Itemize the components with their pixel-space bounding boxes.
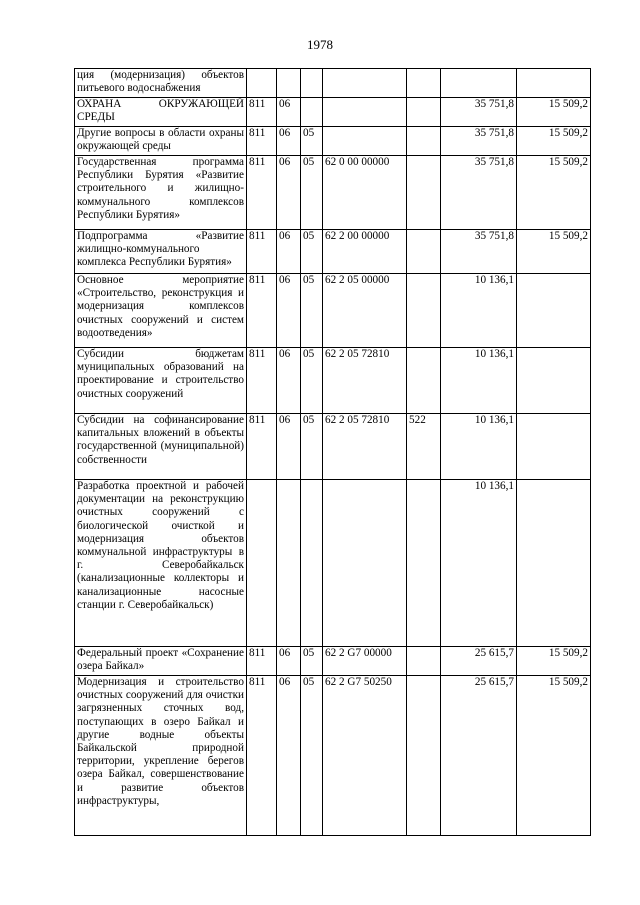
amount-second xyxy=(517,69,591,98)
amount-first: 25 615,7 xyxy=(441,647,517,676)
target-article-code: 62 2 G7 00000 xyxy=(323,647,407,676)
amount-second xyxy=(517,480,591,647)
row-name: Разработка проектной и рабочей документации на реконструкцию очистных сооружений с биологической очисткой и модернизация объектов коммунальной инфраструктуры в г. Северобайкальск (канализационные коллекторы и канализационные насосные станции г. Северобайкальск) xyxy=(75,480,247,647)
table-row xyxy=(75,676,591,836)
amount-first: 35 751,8 xyxy=(441,230,517,274)
table-row xyxy=(75,69,591,98)
expense-type-code xyxy=(407,647,441,676)
amount-second: 15 509,2 xyxy=(517,127,591,156)
ministry-code: 811 xyxy=(247,647,277,676)
subsection-code xyxy=(301,480,323,647)
subsection-code xyxy=(301,98,323,127)
target-article-code: 62 2 G7 50250 xyxy=(323,676,407,836)
ministry-code: 811 xyxy=(247,127,277,156)
target-article-code: 62 2 00 00000 xyxy=(323,230,407,274)
amount-first: 35 751,8 xyxy=(441,127,517,156)
target-article-code xyxy=(323,69,407,98)
section-code: 06 xyxy=(277,647,301,676)
table-row xyxy=(75,98,591,127)
row-name: Основное мероприятие «Строительство, реконструкция и модернизация комплексов очистных сооружений и систем водоотведения» xyxy=(75,274,247,348)
row-name: Субсидии бюджетам муниципальных образований на проектирование и строительство очистных сооружений xyxy=(75,348,247,414)
target-article-code: 62 2 05 72810 xyxy=(323,348,407,414)
amount-first: 10 136,1 xyxy=(441,414,517,480)
amount-second xyxy=(517,274,591,348)
ministry-code: 811 xyxy=(247,348,277,414)
row-name: ОХРАНА ОКРУЖАЮЩЕЙ СРЕДЫ xyxy=(75,98,247,127)
ministry-code xyxy=(247,69,277,98)
ministry-code: 811 xyxy=(247,156,277,230)
expense-type-code xyxy=(407,348,441,414)
target-article-code: 62 2 05 00000 xyxy=(323,274,407,348)
ministry-code: 811 xyxy=(247,274,277,348)
row-name: Подпрограмма «Развитие жилищно-коммунального комплекса Республики Бурятия» xyxy=(75,230,247,274)
amount-second xyxy=(517,348,591,414)
expense-type-code xyxy=(407,98,441,127)
target-article-code xyxy=(323,127,407,156)
row-name: Субсидии на софинансирование капитальных вложений в объекты государственной (муниципальной) собственности xyxy=(75,414,247,480)
table-row xyxy=(75,480,591,647)
page-number: 1978 xyxy=(307,37,333,52)
section-code: 06 xyxy=(277,274,301,348)
budget-table xyxy=(74,68,591,836)
ministry-code: 811 xyxy=(247,98,277,127)
target-article-code xyxy=(323,98,407,127)
subsection-code: 05 xyxy=(301,647,323,676)
row-name: Другие вопросы в области охраны окружающей среды xyxy=(75,127,247,156)
target-article-code: 62 0 00 00000 xyxy=(323,156,407,230)
table-row xyxy=(75,156,591,230)
subsection-code xyxy=(301,69,323,98)
amount-second xyxy=(517,414,591,480)
section-code: 06 xyxy=(277,156,301,230)
section-code: 06 xyxy=(277,127,301,156)
subsection-code: 05 xyxy=(301,414,323,480)
section-code xyxy=(277,480,301,647)
amount-first: 35 751,8 xyxy=(441,156,517,230)
amount-first: 10 136,1 xyxy=(441,480,517,647)
budget-table-body xyxy=(75,69,591,836)
expense-type-code xyxy=(407,230,441,274)
table-row xyxy=(75,414,591,480)
expense-type-code xyxy=(407,676,441,836)
amount-first: 25 615,7 xyxy=(441,676,517,836)
subsection-code: 05 xyxy=(301,274,323,348)
subsection-code: 05 xyxy=(301,230,323,274)
expense-type-code xyxy=(407,127,441,156)
table-row xyxy=(75,348,591,414)
expense-type-code xyxy=(407,480,441,647)
target-article-code: 62 2 05 72810 xyxy=(323,414,407,480)
subsection-code: 05 xyxy=(301,127,323,156)
section-code: 06 xyxy=(277,348,301,414)
expense-type-code xyxy=(407,274,441,348)
subsection-code: 05 xyxy=(301,676,323,836)
amount-first: 35 751,8 xyxy=(441,98,517,127)
amount-first xyxy=(441,69,517,98)
row-name: Федеральный проект «Сохранение озера Байкал» xyxy=(75,647,247,676)
section-code: 06 xyxy=(277,98,301,127)
subsection-code: 05 xyxy=(301,156,323,230)
section-code: 06 xyxy=(277,676,301,836)
target-article-code xyxy=(323,480,407,647)
table-row xyxy=(75,230,591,274)
table-row xyxy=(75,647,591,676)
amount-second: 15 509,2 xyxy=(517,98,591,127)
expense-type-code xyxy=(407,69,441,98)
section-code: 06 xyxy=(277,414,301,480)
amount-first: 10 136,1 xyxy=(441,348,517,414)
amount-second: 15 509,2 xyxy=(517,676,591,836)
amount-first: 10 136,1 xyxy=(441,274,517,348)
section-code xyxy=(277,69,301,98)
ministry-code: 811 xyxy=(247,230,277,274)
section-code: 06 xyxy=(277,230,301,274)
ministry-code: 811 xyxy=(247,414,277,480)
table-row xyxy=(75,127,591,156)
amount-second: 15 509,2 xyxy=(517,647,591,676)
expense-type-code: 522 xyxy=(407,414,441,480)
row-name: Государственная программа Республики Бурятия «Развитие строительного и жилищно-коммунального комплексов Республики Бурятия» xyxy=(75,156,247,230)
row-name: Модернизация и строительство очистных сооружений для очистки загрязненных сточных вод, поступающих в озеро Байкал и другие водные объекты Байкальской природной территории, укрепление берегов озера Байкал, совершенствование и развитие объектов инфраструктуры, xyxy=(75,676,247,836)
ministry-code xyxy=(247,480,277,647)
ministry-code: 811 xyxy=(247,676,277,836)
subsection-code: 05 xyxy=(301,348,323,414)
amount-second: 15 509,2 xyxy=(517,156,591,230)
row-name: ция (модернизация) объектов питьевого водоснабжения xyxy=(75,69,247,98)
table-row xyxy=(75,274,591,348)
expense-type-code xyxy=(407,156,441,230)
amount-second: 15 509,2 xyxy=(517,230,591,274)
